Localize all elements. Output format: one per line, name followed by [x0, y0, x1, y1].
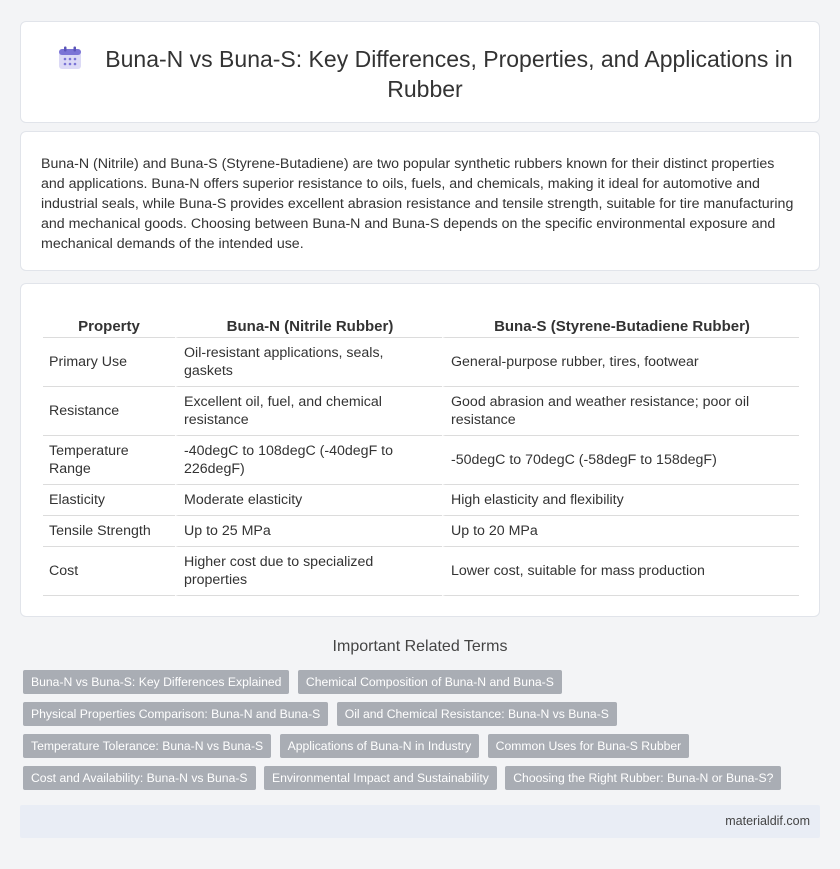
- comparison-table: [43, 314, 799, 596]
- intro-card: [20, 131, 820, 271]
- related-terms-tags: [23, 670, 823, 798]
- row-buna-n-cell: Up to 25 MPa: [175, 516, 442, 547]
- row-buna-s-cell: High elasticity and flexibility: [442, 485, 799, 516]
- related-term-tag[interactable]: Buna-N vs Buna-S: Key Differences Explained: [23, 670, 289, 694]
- related-terms-heading: Important Related Terms: [332, 638, 508, 655]
- related-term-tag[interactable]: Choosing the Right Rubber: Buna-N or Buna-S?: [505, 766, 781, 790]
- tag-row: [23, 766, 823, 798]
- tag-row: [23, 670, 823, 702]
- related-term-tag[interactable]: Environmental Impact and Sustainability: [264, 766, 497, 790]
- row-buna-s-cell: Good abrasion and weather resistance; poor oil resistance: [442, 387, 799, 436]
- related-term-tag[interactable]: Common Uses for Buna-S Rubber: [488, 734, 690, 758]
- row-buna-n-cell: Oil-resistant applications, seals, gaskets: [175, 338, 442, 387]
- comparison-table-card: [20, 283, 820, 617]
- tag-row: [23, 702, 823, 734]
- row-property-cell: Resistance: [43, 387, 175, 436]
- related-term-tag[interactable]: Chemical Composition of Buna-N and Buna-S: [298, 670, 562, 694]
- table-row: [43, 516, 799, 547]
- table-row: [43, 485, 799, 516]
- table-row: [43, 387, 799, 436]
- row-property-cell: Primary Use: [43, 338, 175, 387]
- header-buna-n: Buna-N (Nitrile Rubber): [175, 314, 442, 338]
- header-buna-s: Buna-S (Styrene-Butadiene Rubber): [442, 314, 799, 338]
- tag-row: [23, 734, 823, 766]
- table-row: [43, 436, 799, 485]
- row-buna-s-cell: Up to 20 MPa: [442, 516, 799, 547]
- page-title: Buna-N vs Buna-S: Key Differences, Properties, and Applications in Rubber: [105, 46, 793, 102]
- row-buna-s-cell: General-purpose rubber, tires, footwear: [442, 338, 799, 387]
- row-property-cell: Tensile Strength: [43, 516, 175, 547]
- row-property-cell: Temperature Range: [43, 436, 175, 485]
- row-buna-n-cell: Excellent oil, fuel, and chemical resistance: [175, 387, 442, 436]
- footer-bar: [20, 805, 820, 838]
- row-buna-n-cell: -40degC to 108degC (-40degF to 226degF): [175, 436, 442, 485]
- related-term-tag[interactable]: Cost and Availability: Buna-N vs Buna-S: [23, 766, 256, 790]
- header-card: [20, 21, 820, 123]
- table-row: [43, 547, 799, 596]
- footer-site-link[interactable]: materialdif.com: [725, 814, 810, 828]
- header-property: Property: [43, 314, 175, 338]
- table-header-row: [43, 314, 799, 338]
- page-title-wrap: [51, 44, 799, 104]
- table-row: [43, 338, 799, 387]
- related-term-tag[interactable]: Oil and Chemical Resistance: Buna-N vs Buna-S: [337, 702, 617, 726]
- row-property-cell: Cost: [43, 547, 175, 596]
- row-buna-n-cell: Moderate elasticity: [175, 485, 442, 516]
- related-term-tag[interactable]: Temperature Tolerance: Buna-N vs Buna-S: [23, 734, 271, 758]
- related-term-tag[interactable]: Physical Properties Comparison: Buna-N and Buna-S: [23, 702, 328, 726]
- related-term-tag[interactable]: Applications of Buna-N in Industry: [280, 734, 480, 758]
- row-property-cell: Elasticity: [43, 485, 175, 516]
- row-buna-n-cell: Higher cost due to specialized properties: [175, 547, 442, 596]
- row-buna-s-cell: -50degC to 70degC (-58degF to 158degF): [442, 436, 799, 485]
- calendar-icon: [57, 46, 83, 70]
- intro-paragraph: Buna-N (Nitrile) and Buna-S (Styrene-Butadiene) are two popular synthetic rubbers known for their distinct properties and applications. Buna-N offers superior resistance to oils, fuels, and chemicals, making it ideal for automotive and industrial seals, while Buna-S provides excellent abrasion resistance and tensile strength, suitable for tire manufacturing and mechanical goods. Choosing between Buna-N and Buna-S depends on the specific environmental exposure and mechanical demands of the intended use.: [41, 156, 794, 252]
- row-buna-s-cell: Lower cost, suitable for mass production: [442, 547, 799, 596]
